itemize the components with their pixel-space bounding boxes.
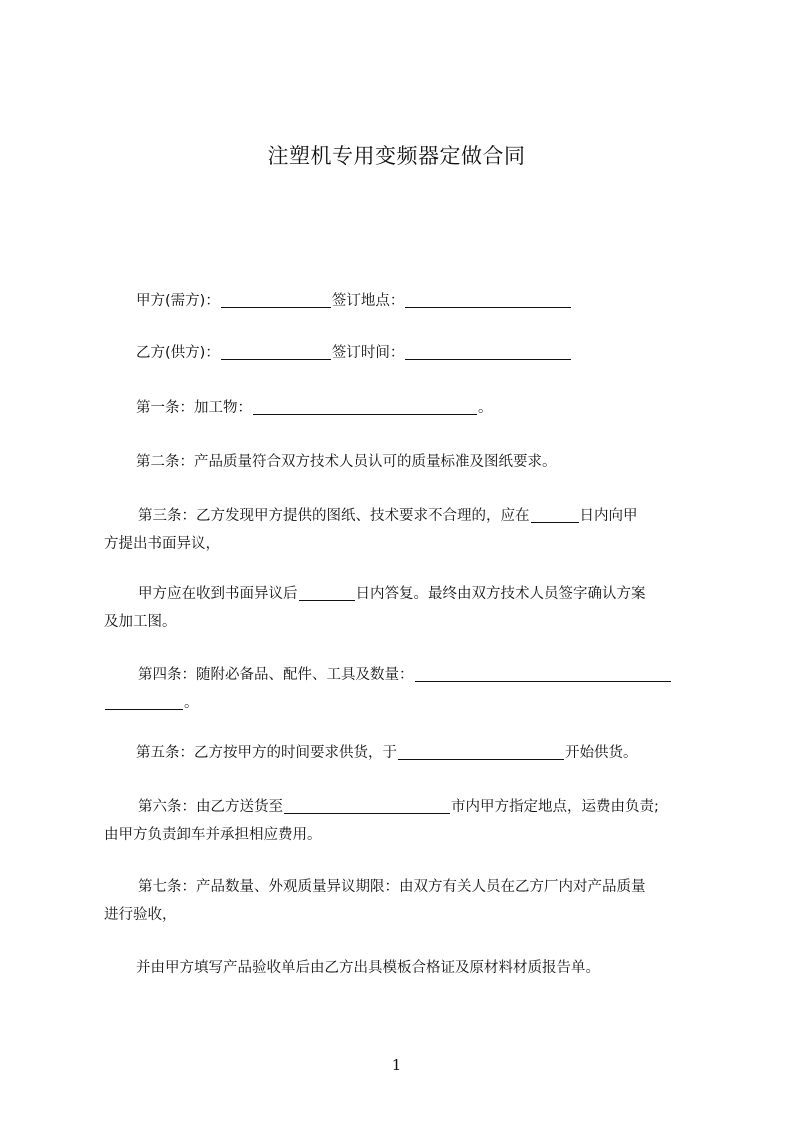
signing-place-label: 签订地点： (331, 293, 405, 309)
clause-1-end: 。 (478, 400, 493, 416)
clause-6-line-2: 由甲方负责卸车并承担相应费用。 (104, 827, 322, 843)
clause-6-text-b: 市内甲方指定地点，运费由负责; (451, 799, 659, 815)
clause-7b-text: 并由甲方填写产品验收单后由乙方出具模板合格证及原材料材质报告单。 (136, 960, 600, 976)
clause-4-line-1 (104, 661, 704, 689)
clause-3b-line-1 (104, 580, 704, 608)
supply-date-blank (398, 743, 564, 760)
clause-7-line-2: 进行验收， (104, 907, 177, 923)
signing-time-blank (405, 343, 571, 360)
clause-4-end: 。 (184, 695, 199, 711)
clause-3-continued (104, 580, 704, 636)
clause-2-text: 第二条：产品质量符合双方技术人员认可的质量标准及图纸要求。 (136, 454, 557, 470)
clause-6-text-a: 第六条：由乙方送货至 (138, 799, 283, 815)
clause-6 (104, 793, 704, 849)
clause-3-text-b: 日内向甲 (579, 508, 638, 524)
party-a-line (136, 287, 736, 315)
clause-5-text-b: 开始供货。 (565, 745, 638, 761)
clause-3 (104, 502, 704, 558)
party-b-blank (221, 343, 331, 360)
processed-item-blank (253, 398, 477, 415)
accessories-blank-2 (105, 693, 183, 710)
party-b-label: 乙方(供方)： (136, 345, 220, 361)
clause-3-line-1 (104, 502, 704, 530)
clause-5-text-a: 第五条：乙方按甲方的时间要求供货，于 (136, 745, 397, 761)
party-b-line (136, 339, 736, 367)
delivery-city-blank (284, 797, 450, 814)
objection-days-blank (531, 506, 579, 523)
signing-time-label: 签订时间： (331, 345, 405, 361)
clause-4 (104, 661, 704, 717)
clause-1-text: 第一条：加工物： (136, 400, 252, 416)
party-a-blank (221, 291, 331, 308)
clause-4-line-2 (104, 689, 704, 717)
clause-2 (136, 448, 736, 476)
clause-3b-text-a: 甲方应在收到书面异议后 (138, 586, 298, 602)
signing-place-blank (405, 291, 571, 308)
party-a-label: 甲方(需方)： (136, 293, 220, 309)
clause-7-line-1: 第七条：产品数量、外观质量异议期限：由双方有关人员在乙方厂内对产品质量 (138, 879, 646, 895)
clause-6-line-1 (104, 793, 704, 821)
clause-7 (104, 873, 704, 929)
reply-days-blank (299, 584, 355, 601)
clause-7-continued (136, 954, 736, 982)
clause-3b-line-2: 及加工图。 (104, 614, 177, 630)
accessories-blank-1 (415, 665, 671, 682)
clause-4-text: 第四条：随附必备品、配件、工具及数量： (138, 667, 414, 683)
clause-3-line-2: 方提出书面异议， (104, 536, 220, 552)
clause-1 (136, 394, 736, 422)
page-number: 1 (391, 1056, 402, 1074)
clause-5 (136, 739, 736, 767)
document-title: 注塑机专用变频器定做合同 (267, 144, 526, 168)
clause-3b-text-b: 日内答复。最终由双方技术人员签字确认方案 (355, 586, 646, 602)
clause-3-text-a: 第三条：乙方发现甲方提供的图纸、技术要求不合理的，应在 (138, 508, 530, 524)
